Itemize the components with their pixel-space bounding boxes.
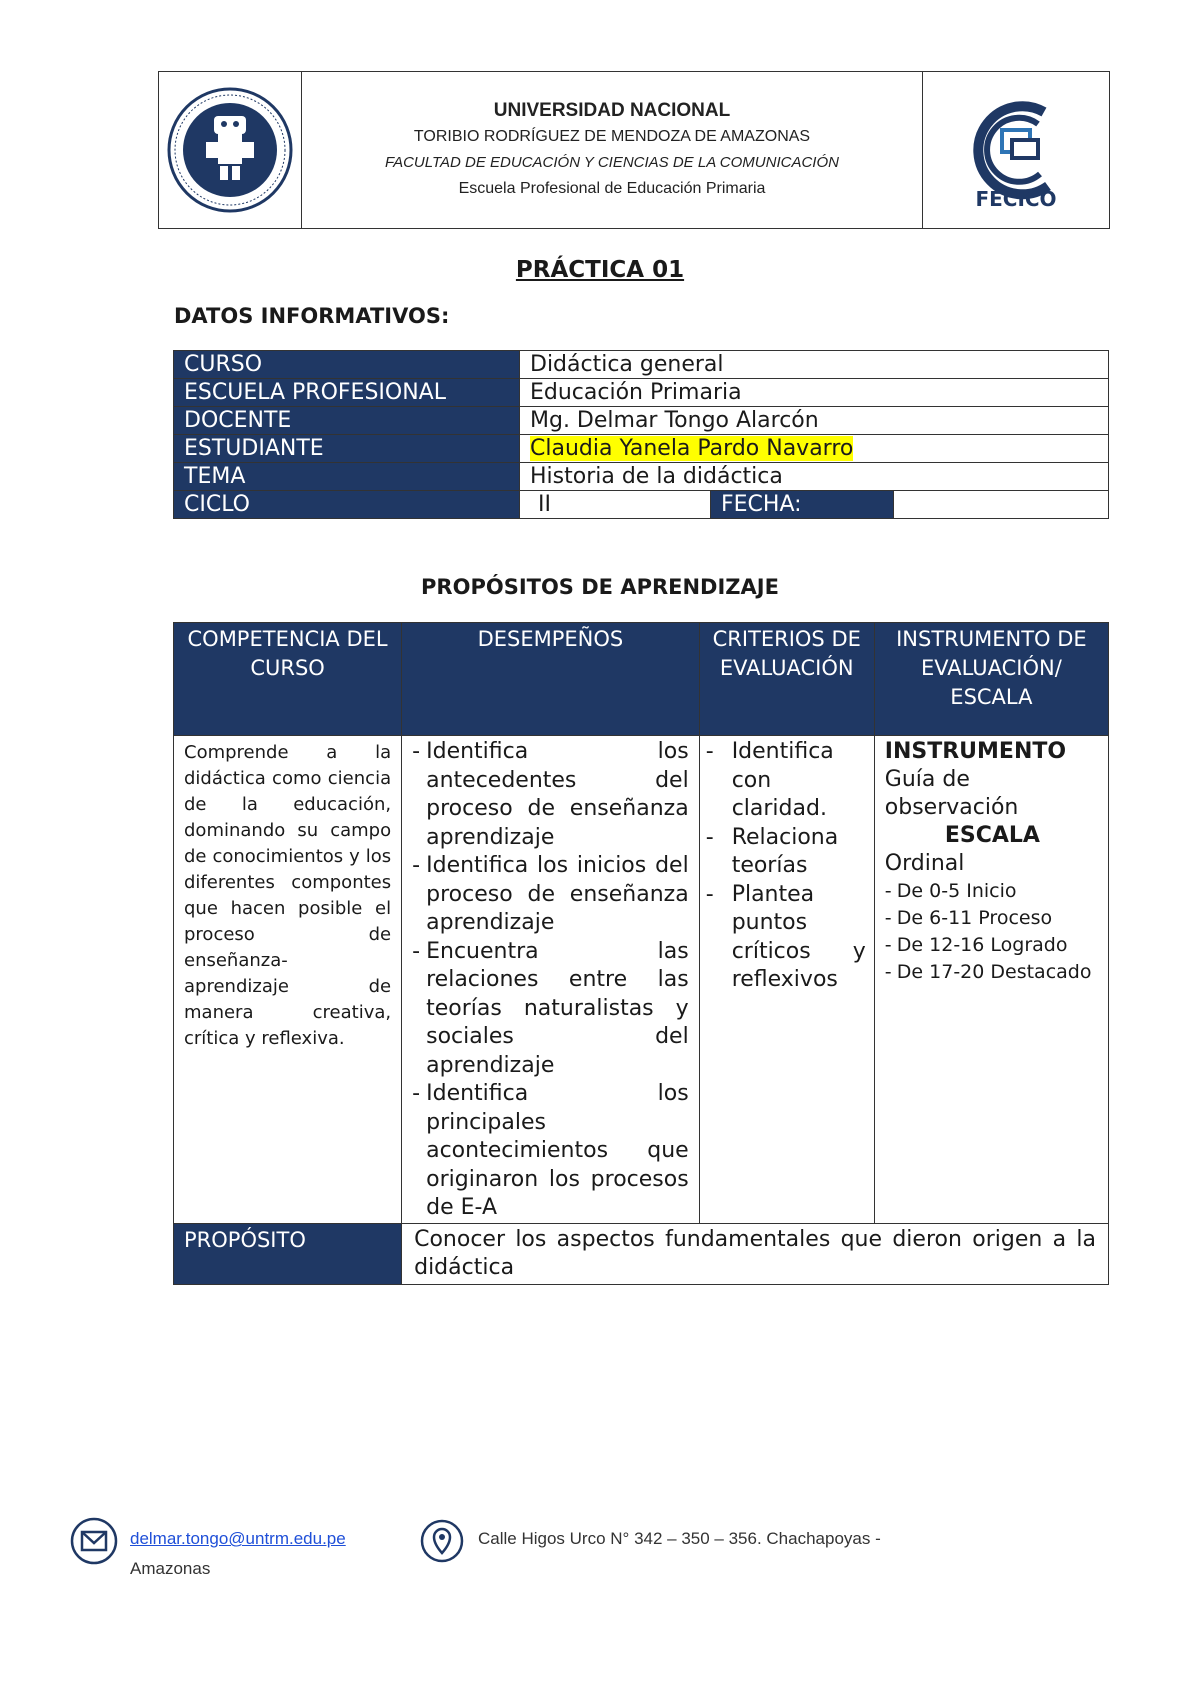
table-row <box>174 435 1109 463</box>
desempenos-cell <box>402 736 700 1224</box>
competencia-cell: Comprende a la didáctica como ciencia de la educación, dominando su campo de conocimientos y los diferentes compontes que hacen posible el proceso de enseñanza-aprendizaje de manera creativa, crítica y reflexiva. <box>174 736 402 1224</box>
label-estudiante: ESTUDIANTE <box>174 435 520 463</box>
university-seal-icon <box>166 86 294 214</box>
learning-purposes-table <box>173 622 1109 1285</box>
list-item: - Plantea puntos críticos y reflexivos <box>706 881 866 995</box>
letterhead-text <box>302 72 922 228</box>
university-subname: TORIBIO RODRÍGUEZ DE MENDOZA DE AMAZONAS <box>413 128 811 145</box>
list-item: - Identifica los inicios del proceso de enseñanza aprendizaje <box>412 852 689 938</box>
address-text-cont: Amazonas <box>130 1559 211 1578</box>
table-row <box>174 379 1109 407</box>
faculty-name: FACULTAD DE EDUCACIÓN Y CIENCIAS DE LA COMUNICACIÓN <box>385 154 839 171</box>
table-row <box>174 463 1109 491</box>
proposito-label: PROPÓSITO <box>174 1223 402 1284</box>
email-icon <box>70 1517 118 1565</box>
table-header-row <box>174 623 1109 736</box>
label-fecha: FECHA: <box>711 491 894 519</box>
location-pin-icon <box>420 1517 464 1565</box>
instrumento-cell <box>874 736 1108 1224</box>
value-docente: Mg. Delmar Tongo Alarcón <box>520 407 1109 435</box>
label-ciclo: CICLO <box>174 491 520 519</box>
table-row <box>174 736 1109 1224</box>
label-tema: TEMA <box>174 463 520 491</box>
fecico-text: FECICO <box>975 187 1057 210</box>
header-instrumento: INSTRUMENTO DE EVALUACIÓN/ ESCALA <box>874 623 1108 736</box>
fecico-logo-icon <box>956 90 1076 210</box>
email-link[interactable]: delmar.tongo@untrm.edu.pe <box>130 1529 346 1548</box>
value-escuela: Educación Primaria <box>520 379 1109 407</box>
value-curso: Didáctica general <box>520 351 1109 379</box>
footer <box>70 1517 1130 1587</box>
table-row <box>174 491 1109 519</box>
university-name: UNIVERSIDAD NACIONAL <box>493 100 731 121</box>
table-row <box>174 351 1109 379</box>
desempenos-list <box>412 738 689 1223</box>
criterios-list <box>706 738 866 995</box>
list-item: - De 0-5 Inicio <box>885 878 1100 905</box>
section-heading-propositos: PROPÓSITOS DE APRENDIZAJE <box>421 575 779 599</box>
list-item: - De 12-16 Logrado <box>885 932 1100 959</box>
escala-label: ESCALA <box>944 823 1040 848</box>
value-estudiante <box>520 435 1109 463</box>
escala-value: Ordinal <box>884 851 965 876</box>
section-heading-datos: DATOS INFORMATIVOS: <box>174 304 450 328</box>
instrumento-value: Guía de observación <box>884 767 1019 820</box>
value-fecha <box>894 491 1109 519</box>
instrumento-label: INSTRUMENTO <box>884 739 1067 764</box>
address-text: Calle Higos Urco N° 342 – 350 – 356. Chachapoyas - <box>478 1529 881 1548</box>
page-title: PRÁCTICA 01 <box>515 257 685 283</box>
value-ciclo: II <box>520 491 711 519</box>
label-curso: CURSO <box>174 351 520 379</box>
header-criterios: CRITERIOS DE EVALUACIÓN <box>699 623 874 736</box>
table-row <box>174 407 1109 435</box>
header-desempenos: DESEMPEÑOS <box>402 623 700 736</box>
table-row <box>174 1223 1109 1284</box>
value-tema: Historia de la didáctica <box>520 463 1109 491</box>
header-competencia: COMPETENCIA DEL CURSO <box>174 623 402 736</box>
list-item: - Identifica los principales acontecimientos que originaron los procesos de E-A <box>412 1080 689 1223</box>
school-name: Escuela Profesional de Educación Primaria <box>458 180 766 197</box>
criterios-cell <box>699 736 874 1224</box>
label-docente: DOCENTE <box>174 407 520 435</box>
list-item: - Encuentra las relaciones entre las teorías naturalistas y sociales del aprendizaje <box>412 938 689 1081</box>
label-escuela: ESCUELA PROFESIONAL <box>174 379 520 407</box>
info-table <box>173 350 1109 519</box>
list-item: - Identifica los antecedentes del proceso de enseñanza aprendizaje <box>412 738 689 852</box>
faculty-logo <box>922 72 1109 228</box>
escala-list <box>885 878 1100 986</box>
highlighted-student-name: Claudia Yanela Pardo Navarro <box>530 436 854 461</box>
list-item: - De 6-11 Proceso <box>885 905 1100 932</box>
proposito-value: Conocer los aspectos fundamentales que dieron origen a la didáctica <box>402 1223 1109 1284</box>
letterhead <box>158 71 1110 229</box>
list-item: - De 17-20 Destacado <box>885 959 1100 986</box>
list-item: - Relaciona teorías <box>706 824 866 881</box>
list-item: - Identifica con claridad. <box>706 738 866 824</box>
university-seal <box>159 72 302 228</box>
